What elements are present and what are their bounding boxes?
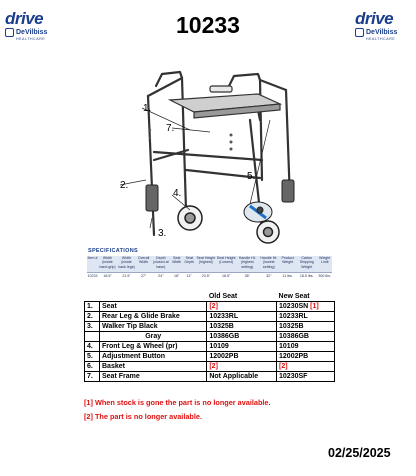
spec-header: Carton Shipping Weight	[296, 256, 317, 273]
part-old: Not Applicable	[207, 372, 277, 382]
part-old: [2]	[207, 362, 277, 372]
part-desc: Front Leg & Wheel (pr)	[100, 342, 207, 352]
part-num: 7.	[85, 372, 100, 382]
note-1: [1] When stock is gone the part is no longer available.	[84, 398, 271, 407]
parts-row	[85, 352, 335, 362]
spec-value-row	[87, 273, 332, 279]
spec-value: 18.5"	[221, 274, 231, 278]
parts-row	[85, 362, 335, 372]
sub-brand: DeVilbiss	[366, 28, 398, 36]
spec-header: Seat Height (Lowest)	[216, 256, 236, 273]
spec-header: Handle Ht. (lowest setting)	[258, 256, 279, 273]
callout-2: 2.	[120, 180, 129, 191]
spec-header: Seat Depth	[183, 256, 196, 273]
parts-row	[85, 322, 335, 332]
spec-value: 32"	[266, 274, 272, 278]
part-old: 10325B	[207, 322, 277, 332]
part-desc: Seat Frame	[100, 372, 207, 382]
part-desc: Walker Tip Black	[100, 322, 207, 332]
part-old: 10233RL	[207, 312, 277, 322]
part-old: 10386GB	[207, 332, 277, 342]
part-new: 10386GB	[277, 332, 335, 342]
parts-header-num	[85, 292, 100, 302]
callout-4: 4.	[173, 188, 182, 199]
callout-5: 5.	[247, 171, 256, 182]
part-new-note: [1]	[310, 303, 319, 310]
spec-header: Handle Ht. (highest setting)	[236, 256, 258, 273]
spec-value: 21.5"	[122, 274, 131, 278]
spec-header: Product Weight	[279, 256, 296, 273]
part-new: 10233RL	[277, 312, 335, 322]
sub-brand-small: HEALTHCARE	[16, 37, 46, 41]
callout-7: 7.	[166, 123, 175, 134]
sub-brand: DeVilbiss	[16, 28, 48, 36]
walker-illustration	[110, 60, 340, 245]
part-num	[85, 332, 100, 342]
spec-header: Depth (closed at base)	[151, 256, 170, 273]
part-new: 10109	[277, 342, 335, 352]
spec-value: 11 lbs.	[282, 274, 293, 278]
spec-value: 23.5"	[201, 274, 211, 278]
parts-row	[85, 302, 335, 312]
part-new: 10325B	[277, 322, 335, 332]
part-num: 2.	[85, 312, 100, 322]
spec-header: Seat Width	[170, 256, 182, 273]
part-num: 1.	[85, 302, 100, 312]
part-desc: Adjustment Button	[100, 352, 207, 362]
parts-row	[85, 342, 335, 352]
parts-header-row	[85, 292, 335, 302]
spec-value: 10233	[87, 274, 98, 278]
drive-logo-right	[355, 10, 411, 40]
part-desc: Rear Leg & Glide Brake	[100, 312, 207, 322]
part-num: 3.	[85, 322, 100, 332]
part-old: 12002PB	[207, 352, 277, 362]
part-num: 4.	[85, 342, 100, 352]
parts-table	[84, 292, 335, 382]
spec-value: 18.5 lbs.	[299, 274, 314, 278]
parts-header-new-seat: New Seat	[277, 292, 335, 302]
parts-header-desc	[100, 292, 207, 302]
spec-header: Width (inside hand grip)	[98, 256, 117, 273]
part-num: 6.	[85, 362, 100, 372]
brand-name: drive	[355, 9, 394, 28]
spec-header: Overall Width	[136, 256, 151, 273]
part-number-title: 10233	[176, 12, 240, 38]
spec-header: Item #	[87, 256, 98, 273]
spec-header: Seat Height (highest)	[196, 256, 216, 273]
specifications-table	[87, 256, 332, 278]
spec-value: 18.5"	[103, 274, 112, 278]
parts-row	[85, 312, 335, 322]
spec-value: 24"	[158, 274, 164, 278]
parts-row	[85, 332, 335, 342]
parts-row	[85, 372, 335, 382]
spec-value: 36"	[244, 274, 250, 278]
spec-header-row	[87, 256, 332, 273]
part-old: [2]	[207, 302, 277, 312]
specifications-title: SPECIFICATIONS	[88, 248, 138, 254]
part-new-value: 10230SN	[279, 303, 309, 310]
spec-value: 11"	[186, 274, 192, 278]
part-old: 10109	[207, 342, 277, 352]
spec-value: 18"	[174, 274, 180, 278]
spec-value: 27"	[140, 274, 147, 278]
note-2: [2] The part is no longer available.	[84, 412, 202, 421]
callout-1: 1.	[143, 103, 152, 114]
brand-name: drive	[5, 9, 44, 28]
sub-brand-small: HEALTHCARE	[366, 37, 396, 41]
part-desc: Gray	[100, 332, 207, 342]
devilbiss-mark-icon	[355, 28, 364, 37]
part-desc: Basket	[100, 362, 207, 372]
part-new	[277, 302, 335, 312]
part-new: [2]	[277, 362, 335, 372]
callout-3: 3.	[158, 228, 167, 239]
spec-header: Width (inside back legs)	[117, 256, 136, 273]
part-new: 10230SF	[277, 372, 335, 382]
part-desc: Seat	[100, 302, 207, 312]
document-date: 02/25/2025	[328, 446, 391, 460]
parts-header-old-seat: Old Seat	[207, 292, 277, 302]
part-num: 5.	[85, 352, 100, 362]
part-new: 12002PB	[277, 352, 335, 362]
spec-header: Weight Limit	[317, 256, 332, 273]
spec-value: 300 lbs.	[318, 274, 332, 278]
